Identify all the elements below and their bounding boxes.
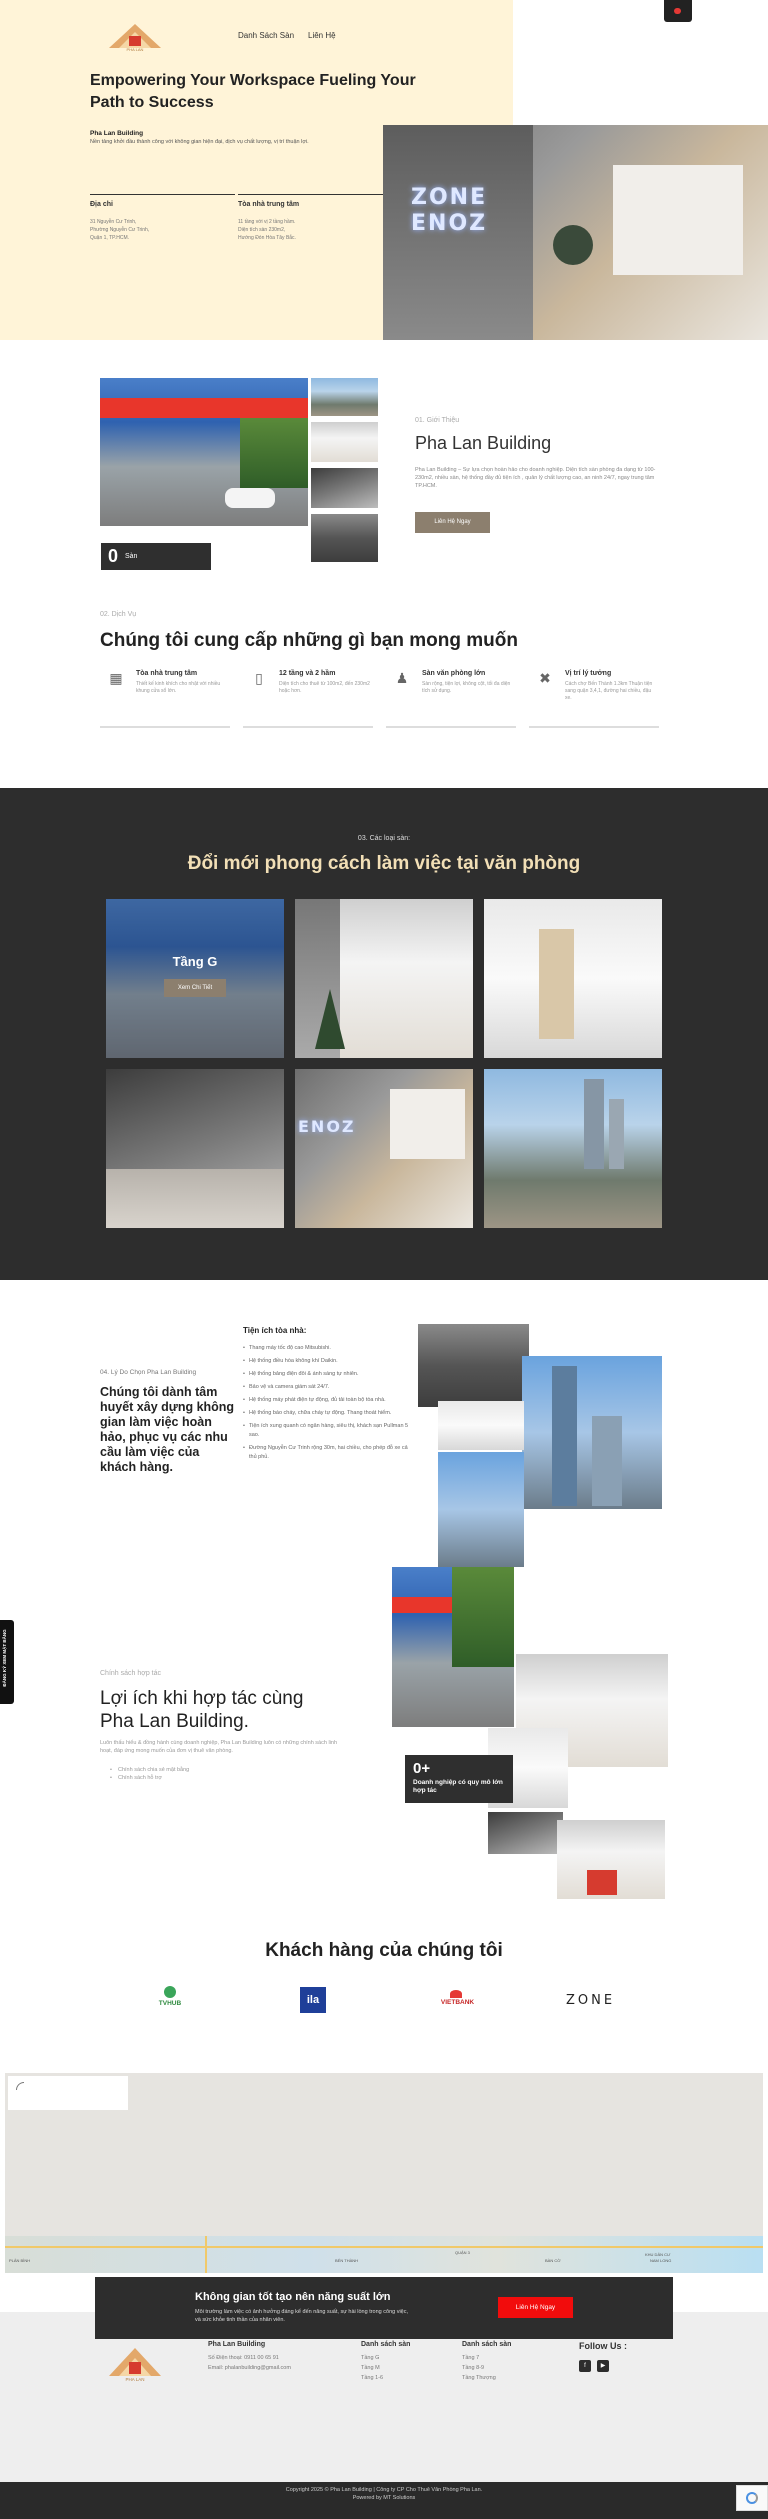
counter-label: Sàn xyxy=(125,553,138,560)
client-logo-vietbank xyxy=(430,1990,485,2010)
amenity-item: • Bảo vệ và camera giám sát 24/7. xyxy=(243,1383,413,1392)
services-kicker: 02. Dịch Vụ xyxy=(100,611,137,618)
side-tab-label: ĐĂNG KÝ XEM MẶT BẰNG xyxy=(2,1629,7,1687)
service-desc: Cách chợ Bến Thành 1.3km Thuận tiện sang quận 3,4,1, đường hai chiều, đậu xe. xyxy=(565,681,653,701)
benefits-kicker: Chính sách hợp tác xyxy=(100,1670,162,1677)
about-title: Pha Lan Building xyxy=(415,433,552,453)
copyright-line: Copyright 2025 © Pha Lan Building | Công ty CP Cho Thuê Văn Phòng Pha Lan. xyxy=(285,2487,483,2493)
service-item xyxy=(529,668,659,728)
register-viewing-tab[interactable] xyxy=(0,1620,14,1704)
floor-card[interactable] xyxy=(295,899,473,1058)
client-name: TVHUB xyxy=(158,2000,182,2007)
partners-stat xyxy=(405,1755,513,1803)
nav-floor-list[interactable]: Danh Sách Sàn xyxy=(238,31,295,40)
sign-text: ENOZ xyxy=(298,1117,356,1136)
hero-title: Empowering Your Workspace Fueling Your Path to Success xyxy=(90,72,416,111)
youtube-icon[interactable]: ▶ xyxy=(597,2360,609,2372)
footer-link[interactable]: Tầng Thượng xyxy=(462,2375,496,2381)
address-line: 31 Nguyễn Cư Trinh, xyxy=(90,219,137,225)
service-item xyxy=(100,668,230,728)
building-icon: ▯ xyxy=(255,670,263,686)
floor-card-g[interactable] xyxy=(106,899,284,1058)
benefits-description: Luôn thấu hiểu & đồng hành cùng doanh nghiệp, Pha Lan Building luôn có những chính sách linh hoạt, đáp ứng mong muốn của đơn vị thuê văn phòng. xyxy=(100,1740,338,1754)
client-logo-ila: ila xyxy=(300,1987,326,2013)
about-thumb-photo xyxy=(311,378,378,416)
floor-card-label: Tầng G xyxy=(172,954,218,969)
stat-value: 0+ xyxy=(413,1760,431,1777)
collage-photo xyxy=(438,1401,524,1450)
counter-value: 0 xyxy=(108,546,119,566)
footer-link[interactable]: Tầng G xyxy=(361,2355,380,2361)
map-label: BÀN CỜ xyxy=(545,2258,561,2263)
clients-title: Khách hàng của chúng tôi xyxy=(265,1940,503,1961)
about-building-photo xyxy=(100,378,308,526)
about-thumb-photo xyxy=(311,514,378,562)
hero-description: Nền tảng khởi đầu thành công với không gian hiện đại, dịch vụ chất lượng, vị trí thuận lợi. xyxy=(90,139,309,145)
collage-photo xyxy=(557,1820,665,1899)
footer-phone[interactable]: Số Điện thoại: 0911 00 65 91 xyxy=(208,2355,279,2361)
compass-icon: ✖ xyxy=(539,670,551,686)
floor-card[interactable] xyxy=(295,1069,473,1228)
amenity-item: • Hệ thống bảng điện đôi & ánh sáng tự nhiên. xyxy=(243,1370,413,1379)
service-title: Tòa nhà trung tâm xyxy=(136,670,198,677)
about-thumb-photo xyxy=(311,468,378,508)
building-line: Diện tích sàn 230m2, xyxy=(238,227,286,233)
benefits-list xyxy=(110,1766,189,1782)
map-info-card xyxy=(8,2076,128,2110)
footer-company-heading: Pha Lan Building xyxy=(208,2341,266,2348)
footer-email[interactable]: Email: phalanbuilding@gmail.com xyxy=(208,2365,291,2371)
sign-text: ENOZ xyxy=(411,211,488,236)
service-item xyxy=(386,668,516,728)
building-line: 11 tầng với vị 2 tầng hầm. xyxy=(238,219,296,225)
about-contact-button[interactable]: Liên Hệ Ngay xyxy=(415,512,490,533)
service-title: Sàn văn phòng lớn xyxy=(422,670,486,677)
collage-photo xyxy=(418,1324,529,1407)
benefit-item: • Chính sách hỗ trợ xyxy=(110,1774,189,1782)
client-logo-zone: ZONE xyxy=(566,1993,616,2008)
nav-contact[interactable]: Liên Hệ xyxy=(308,31,336,40)
map-road xyxy=(5,2246,763,2248)
service-desc: Thiết kế kinh khích cho nhật với nhiều khung cửa sổ lớn. xyxy=(136,681,221,694)
facebook-icon[interactable]: f xyxy=(579,2360,591,2372)
address-line: Quận 1, TP.HCM. xyxy=(90,235,129,241)
benefit-item: • Chính sách chia sẻ mặt bằng xyxy=(110,1766,189,1774)
about-kicker: 01. Giới Thiệu xyxy=(415,417,460,424)
cta-description: Môi trường làm việc có ảnh hưởng đáng kể đến năng suất, sự hài lòng trong công việc, và sức khỏe tinh thần của nhân viên. xyxy=(195,2309,409,2323)
benefit-building-photo xyxy=(392,1567,514,1727)
cta-contact-button[interactable]: Liên Hệ Ngay xyxy=(498,2297,573,2318)
map-label: PLÂN BÌNH xyxy=(9,2258,31,2263)
collage-photo xyxy=(438,1452,524,1567)
hero-company-name: Pha Lan Building xyxy=(90,130,144,137)
amenity-item: • Hệ thống báo cháy, chữa cháy tự động. Thang thoát hiểm. xyxy=(243,1409,413,1418)
collage-photo xyxy=(488,1812,563,1854)
about-description: Pha Lan Building – Sự lựa chọn hoàn hảo cho doanh nghiệp. Diện tích sàn phòng đa dạng từ 100-230m2, nhiều sàn, hệ thống đầy đủ tiện ích , quản lý chất lượng cao, an ninh 24/7, ngay trung tâm TP.HCM. xyxy=(415,467,656,489)
benefits-title: Lợi ích khi hợp tác cùng Pha Lan Building. xyxy=(100,1688,304,1732)
service-title: Vị trí lý tưởng xyxy=(565,670,612,677)
footer-col-heading: Danh sách sàn xyxy=(361,2341,411,2348)
service-item xyxy=(243,668,373,728)
service-desc: Diện tích cho thuê từ 100m2, đến 230m2 hoặc hơn. xyxy=(279,681,370,694)
logo-text: PHA LAN xyxy=(126,47,144,52)
address-heading: Địa chỉ xyxy=(90,201,113,208)
footer-link[interactable]: Tầng 1-6 xyxy=(361,2375,384,2381)
copyright-line: Powered by MT Solutions xyxy=(352,2495,416,2501)
amenity-item: • Hệ thống máy phát điện tự động, đủ tải toàn bộ tòa nhà. xyxy=(243,1396,413,1405)
about-thumb-photo xyxy=(311,422,378,462)
map-label: KHU DÂN CƯ xyxy=(645,2252,671,2257)
map-road xyxy=(205,2236,207,2273)
copyright-bar xyxy=(0,2482,768,2519)
service-title: 12 tầng và 2 hầm xyxy=(279,670,336,677)
footer-logo[interactable] xyxy=(105,2342,165,2382)
map-street-strip xyxy=(5,2236,763,2273)
recaptcha-badge[interactable] xyxy=(736,2485,768,2511)
service-desc: Sàn rộng, tiện lợi, không cột, tối đa diện tích sử dụng. xyxy=(422,681,511,694)
amenity-item: • Đường Nguyễn Cư Trinh rộng 30m, hai chiều, cho phép đỗ xe cả thủ phủ. xyxy=(243,1444,413,1462)
floor-card[interactable] xyxy=(106,1069,284,1228)
floor-card[interactable] xyxy=(484,899,662,1058)
why-title: Chúng tôi dành tâm huyết xây dựng không gian làm việc hoàn hảo, phục vụ các nhu cầu làm việc của khách hàng. xyxy=(100,1385,235,1474)
person-icon: ♟ xyxy=(395,670,409,686)
stat-label: Doanh nghiệp có quy mô lớn hợp tác xyxy=(413,1779,503,1794)
chat-icon xyxy=(674,8,681,14)
cta-title: Không gian tốt tạo nên năng suất lớn xyxy=(195,2291,391,2303)
map-label: QUẬN 3 xyxy=(455,2250,470,2255)
view-detail-button[interactable]: Xem Chi Tiết xyxy=(164,979,226,997)
copyright-text xyxy=(0,2486,768,2502)
client-logo-tvhub xyxy=(150,1986,190,2012)
floating-contact-button[interactable] xyxy=(664,0,692,22)
building-block xyxy=(238,194,383,242)
location-map[interactable] xyxy=(5,2073,763,2273)
address-line: Phường Nguyễn Cư Trinh, xyxy=(90,227,150,233)
amenity-item: • Thang máy tốc độ cao Mitsubishi. xyxy=(243,1344,413,1353)
footer-link[interactable]: Tầng 7 xyxy=(462,2355,480,2361)
types-kicker: 03. Các loại sàn: xyxy=(357,835,411,842)
follow-us-heading: Follow Us : xyxy=(579,2341,627,2351)
address-block xyxy=(90,194,235,242)
amenities-title: Tiện ích tòa nhà: xyxy=(243,1326,307,1335)
cta-banner xyxy=(95,2277,673,2339)
why-kicker: 04. Lý Do Chọn Pha Lan Building xyxy=(100,1369,197,1376)
site-logo[interactable] xyxy=(105,20,165,52)
services-title: Chúng tôi cung cấp những gì bạn mong muốn xyxy=(100,630,518,651)
building-heading: Tòa nhà trung tâm xyxy=(238,201,300,208)
footer-link[interactable]: Tầng M xyxy=(361,2365,380,2371)
collage-photo xyxy=(522,1356,662,1509)
floor-counter xyxy=(101,543,211,570)
footer-floors-col xyxy=(361,2341,410,2383)
footer-link[interactable]: Tầng 8-9 xyxy=(462,2365,485,2371)
hero-lobby-photo xyxy=(383,125,768,340)
logo-text: PHA LAN xyxy=(125,2377,145,2382)
footer-floors-col-2 xyxy=(462,2341,511,2383)
amenity-item: • Hệ thống điều hòa không khí Daikin. xyxy=(243,1357,413,1366)
amenities-list xyxy=(243,1344,413,1466)
map-label: BẾN THÀNH xyxy=(335,2258,359,2263)
building-line: Hướng Đón Hòa Tây Bắc. xyxy=(238,235,296,241)
sign-text: ZONE xyxy=(411,185,488,210)
floor-card[interactable] xyxy=(484,1069,662,1228)
footer-col-heading: Danh sách sàn xyxy=(462,2341,512,2348)
loading-icon xyxy=(16,2082,24,2090)
recaptcha-icon xyxy=(746,2492,758,2504)
footer-company-col xyxy=(208,2341,291,2373)
grid-icon: ▦ xyxy=(109,670,123,686)
client-name: VIETBANK xyxy=(440,1999,475,2006)
types-title: Đổi mới phong cách làm việc tại văn phòng xyxy=(187,853,581,874)
map-label: NAM LONG xyxy=(650,2258,672,2263)
amenity-item: • Tiện ích xung quanh có ngân hàng, siêu thị, khách sạn Pullman 5 sao. xyxy=(243,1422,413,1440)
